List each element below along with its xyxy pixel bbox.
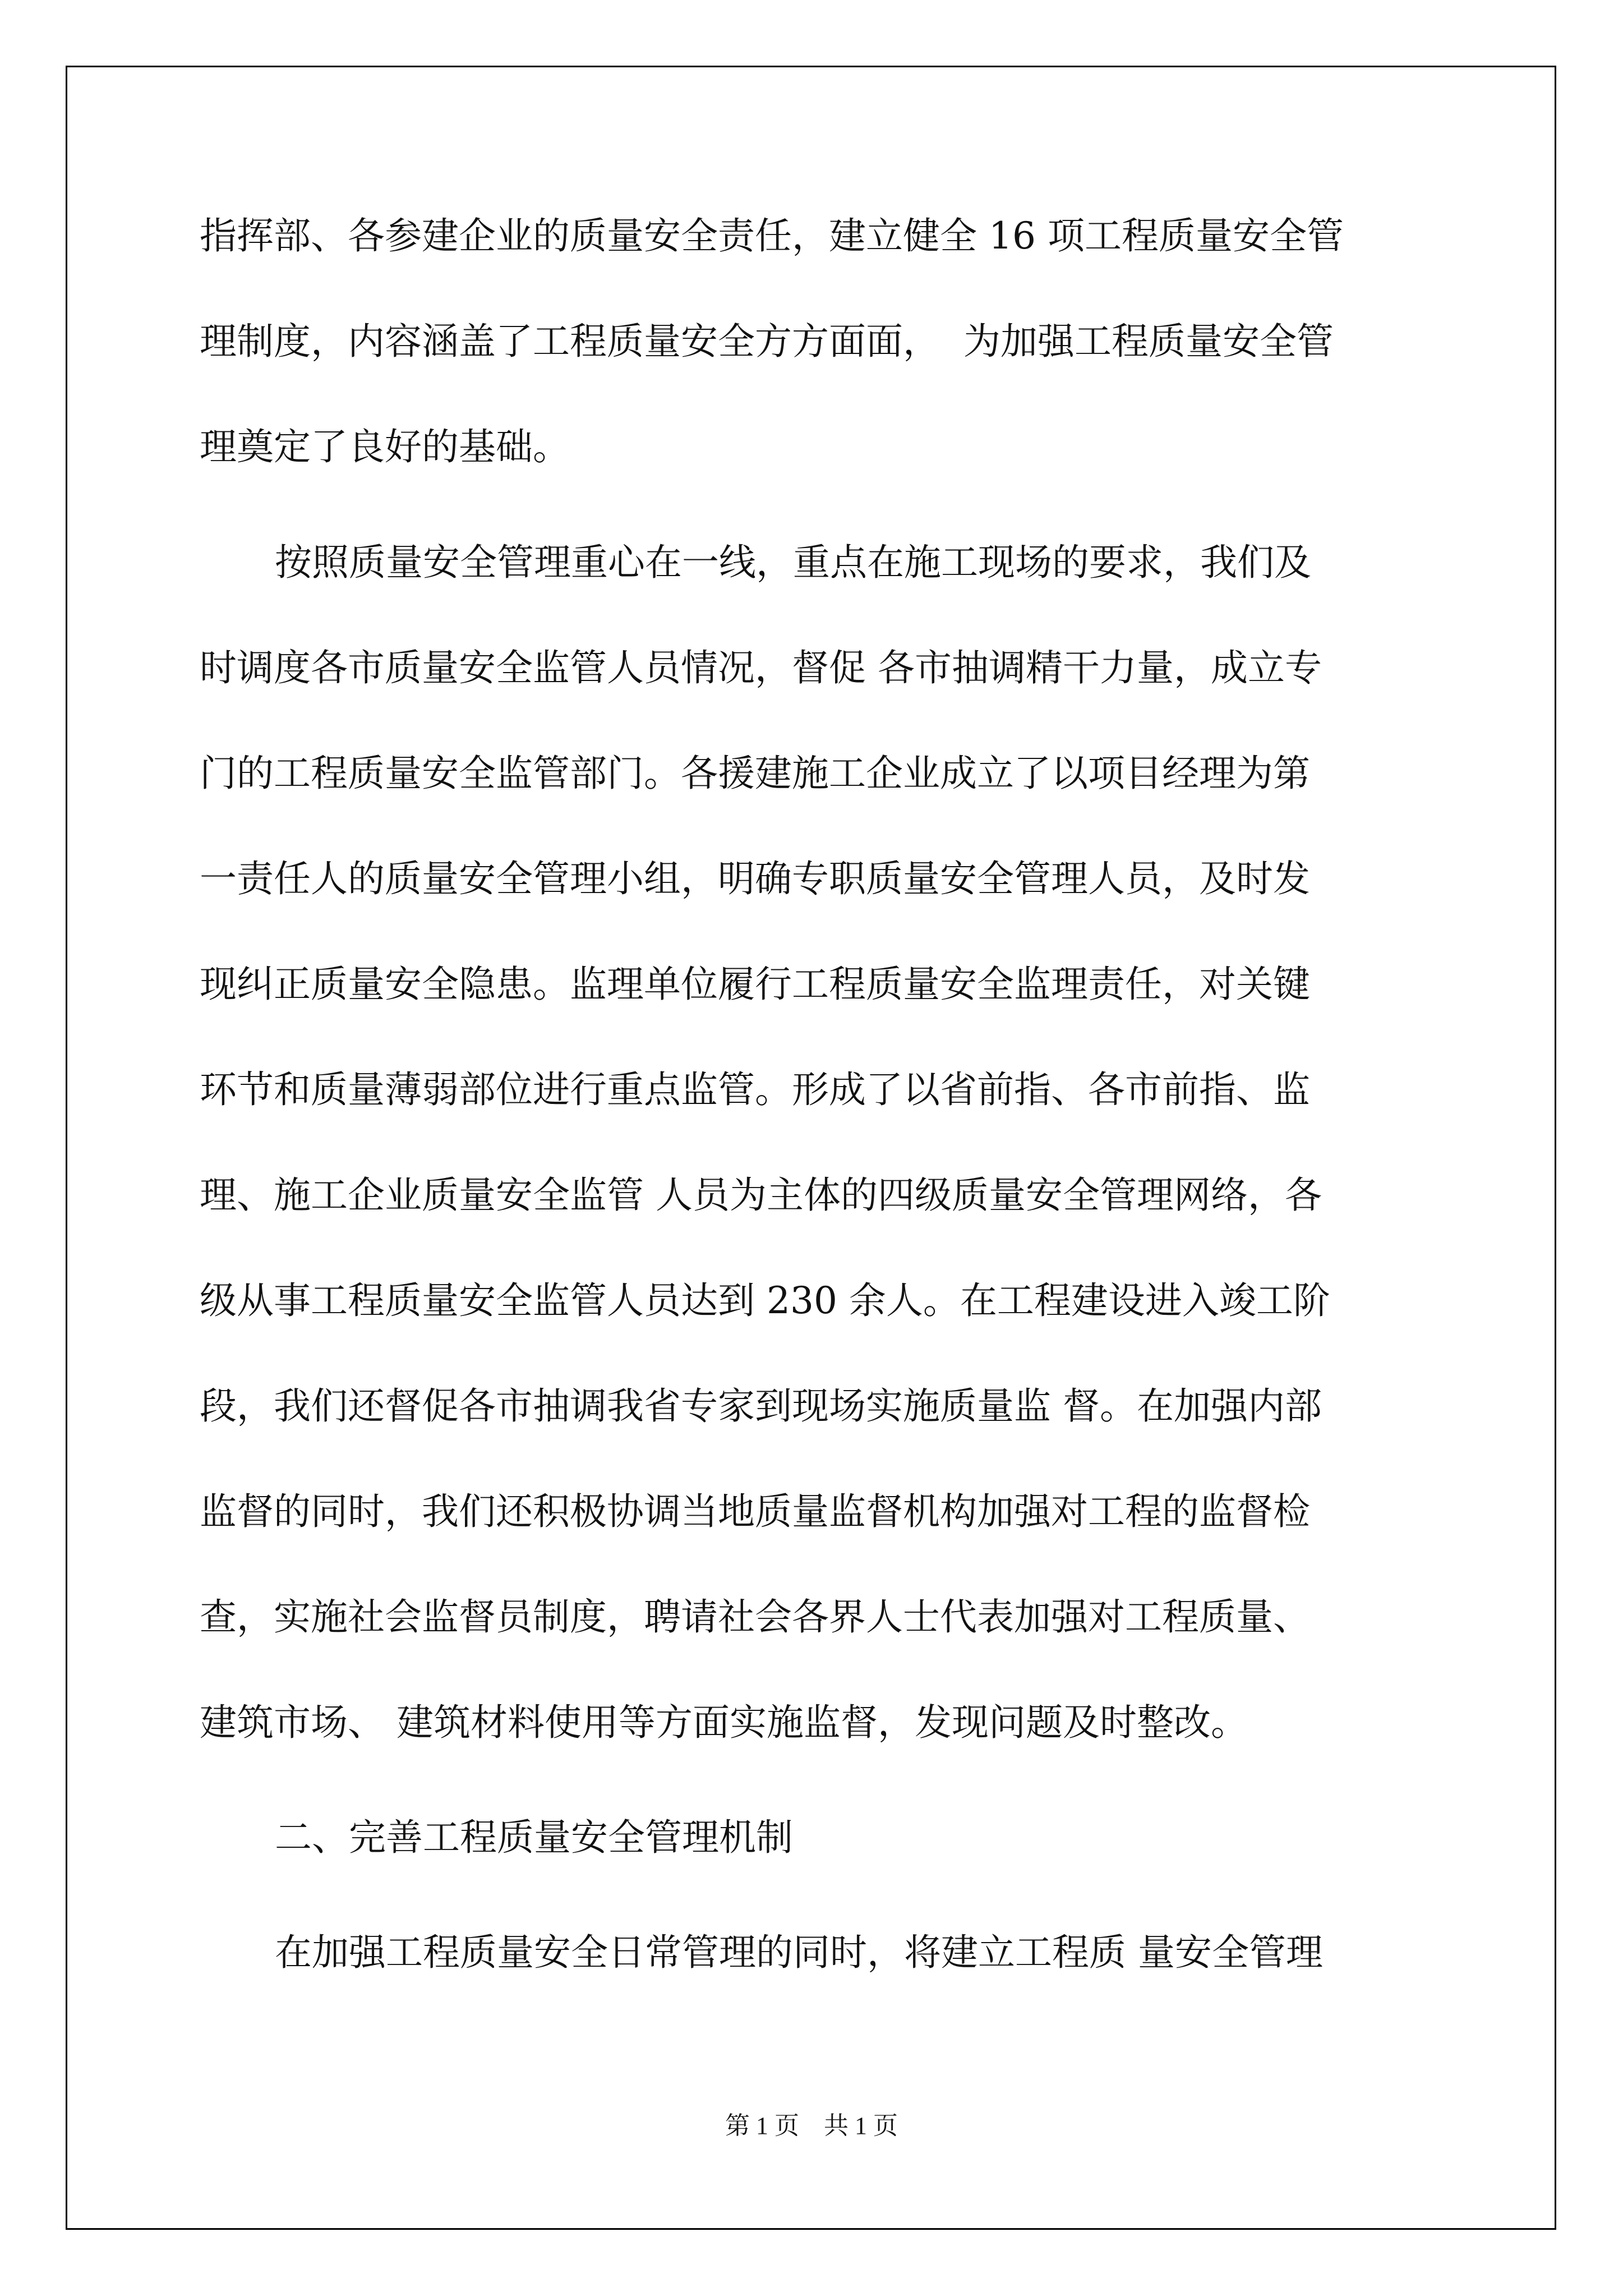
text-line: 一责任人的质量安全管理小组，明确专职质量安全管理人员，及时发 xyxy=(200,857,1310,900)
text-line: 理制度，内容涵盖了工程质量安全方方面面， 为加强工程质量安全管 xyxy=(200,320,1334,363)
text-line: 理、施工企业质量安全监管 人员为主体的四级质量安全管理网络，各 xyxy=(200,1174,1322,1217)
text-line: 在加强工程质量安全日常管理的同时，将建立工程质 量安全管理 xyxy=(275,1931,1323,1974)
text-line: 现纠正质量安全隐患。监理单位履行工程质量安全监理责任，对关键 xyxy=(200,963,1310,1006)
text-line: 理奠定了良好的基础。 xyxy=(200,425,570,468)
text-line: 级从事工程质量安全监管人员达到 230 余人。在工程建设进入竣工阶 xyxy=(200,1279,1330,1322)
text-line: 查，实施社会监督员制度，聘请社会各界人士代表加强对工程质量、 xyxy=(200,1595,1310,1639)
section-heading: 二、完善工程质量安全管理机制 xyxy=(275,1816,793,1859)
text-line: 按照质量安全管理重心在一线，重点在施工现场的要求，我们及 xyxy=(275,541,1311,584)
text-line: 监督的同时，我们还积极协调当地质量监督机构加强对工程的监督检 xyxy=(200,1490,1310,1533)
text-line: 建筑市场、 建筑材料使用等方面实施监督，发现问题及时整改。 xyxy=(200,1701,1248,1744)
text-line: 门的工程质量安全监管部门。各援建施工企业成立了以项目经理为第 xyxy=(200,752,1310,795)
text-line: 时调度各市质量安全监管人员情况，督促 各市抽调精干力量，成立专 xyxy=(200,646,1322,689)
page-border xyxy=(66,66,1556,2230)
text-line: 指挥部、各参建企业的质量安全责任，建立健全 16 项工程质量安全管 xyxy=(200,214,1344,257)
text-line: 段，我们还督促各市抽调我省专家到现场实施质量监 督。在加强内部 xyxy=(200,1384,1322,1428)
text-line: 环节和质量薄弱部位进行重点监管。形成了以省前指、各市前指、监 xyxy=(200,1068,1310,1111)
page-footer: 第 1 页 共 1 页 xyxy=(725,2112,898,2139)
